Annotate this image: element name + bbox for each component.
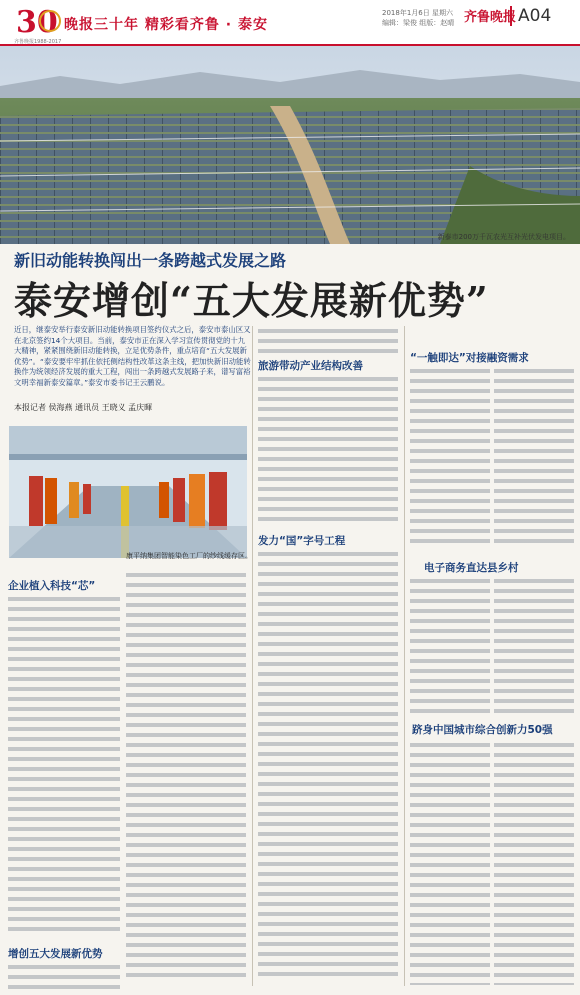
factory-photo	[9, 426, 247, 558]
solar-farm-photo	[0, 46, 580, 244]
section-heading: 旅游带动产业结构改善	[258, 360, 363, 372]
section-heading: 增创五大发展新优势	[8, 948, 103, 960]
article-kicker: 新旧动能转换闯出一条跨越式发展之路	[14, 251, 287, 270]
article-byline: 本报记者 侯海燕 通讯员 王晓义 孟庆暉	[14, 403, 153, 412]
text-column	[8, 962, 120, 992]
article-lead: 近日，继泰安举行泰安新旧动能转换项目签约仪式之后，泰安市泰山区又在北京签约14个大项目。当前，泰安市正在深入学习宣传贯彻党的十九大精神，紧紧围绕新旧动能转换，立足优势条件，重点培育“五大发展新优势”。“泰安要牢牢抓住依托侧结构性改革这条主线，把加快新旧动能转换作为统领经济发展的重大工程，闯出一条跨越式发展路子来，谱写富裕文明幸福新泰安篇章。”泰安市委书记王云鹏说。	[14, 325, 251, 387]
paper-name: 齐鲁晚报	[464, 10, 517, 25]
hero-caption: 新泰市200万千瓦农光互补光伏发电项目。	[437, 233, 570, 241]
text-column	[126, 570, 246, 980]
text-column	[494, 576, 574, 716]
text-column	[410, 366, 490, 546]
date-block	[382, 8, 454, 28]
section-heading: 电子商务直达县乡村	[424, 562, 519, 574]
text-column	[494, 740, 574, 985]
section-heading: 企业植入科技“芯”	[8, 580, 96, 592]
page-header	[0, 0, 580, 46]
text-column	[258, 549, 398, 979]
brand-subtitle: 齐鲁晚报1988-2017	[14, 39, 62, 45]
solar-farm-illustration	[0, 46, 580, 244]
editor-line: 编辑：梁俊 组版：赵晴	[382, 19, 455, 27]
text-column	[410, 576, 490, 716]
text-column	[410, 740, 490, 985]
text-column	[258, 374, 398, 524]
anniversary-30-logo	[14, 4, 66, 40]
article-headline: 泰安增创“五大发展新优势”	[14, 278, 489, 323]
text-column	[258, 326, 398, 354]
text-column	[8, 594, 120, 932]
section-heading: 跻身中国城市综合创新力50强	[412, 724, 553, 736]
page-number: A04	[510, 6, 551, 26]
header-banner: 晚报三十年 精彩看齐鲁 · 泰安	[64, 17, 268, 33]
issue-date: 2018年1月6日 星期六	[382, 9, 453, 17]
dyeing-factory-illustration	[9, 426, 247, 558]
column-divider	[252, 326, 253, 986]
section-heading: 发力“国”字号工程	[258, 535, 346, 547]
factory-photo-caption: 康平纳集团智能染色工厂的纱线缓存区。	[126, 552, 252, 560]
column-divider	[404, 326, 405, 986]
text-column	[494, 366, 574, 546]
svg-text:30: 30	[16, 5, 58, 40]
section-heading: “一触即达”对接融资需求	[410, 352, 529, 364]
